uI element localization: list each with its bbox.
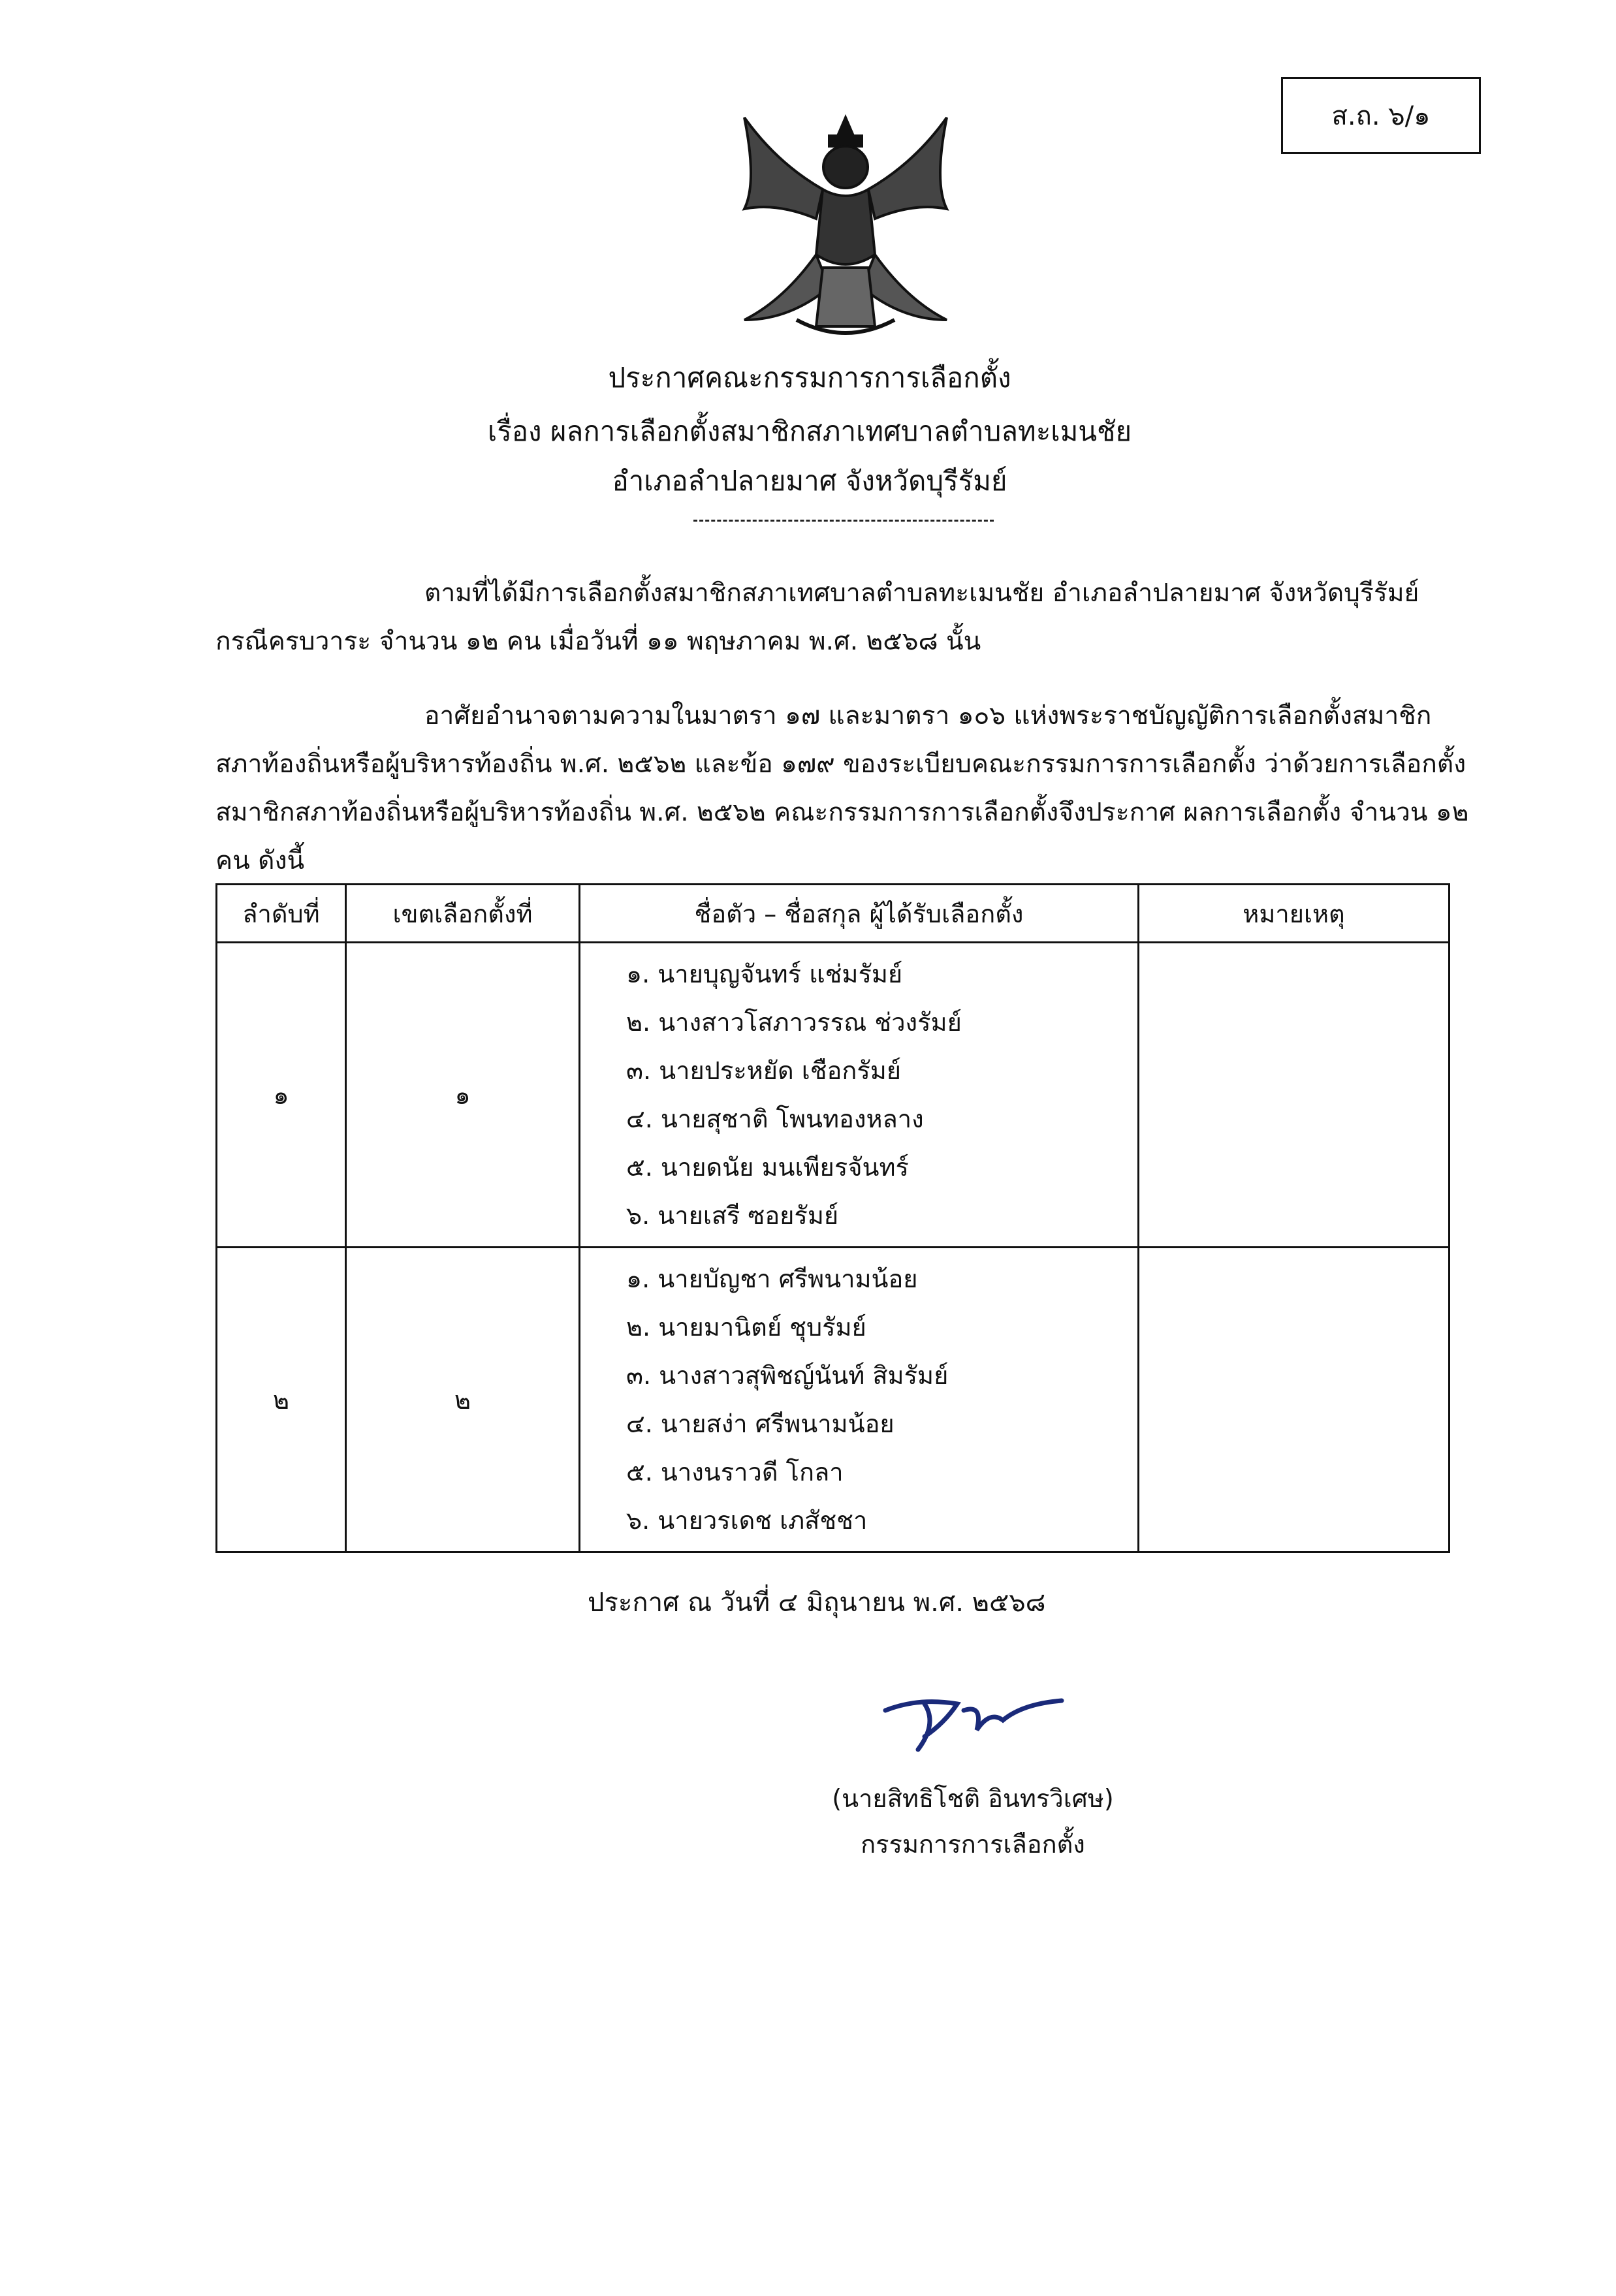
signer-block [777, 1776, 1169, 1867]
form-code: ส.ถ. ๖/๑ [1331, 101, 1431, 131]
header-district: เขตเลือกตั้งที่ [346, 885, 580, 943]
garuda-emblem [718, 104, 973, 346]
announcement-subject: เรื่อง ผลการเลือกตั้งสมาชิกสภาเทศบาลตำบลทะเมนชัย [487, 415, 1132, 447]
row-names [580, 1248, 1139, 1552]
candidate-name: ๔. นายสุชาติ โพนทองหลาง [626, 1105, 924, 1133]
table-row [217, 1248, 1450, 1552]
election-results-table [215, 883, 1450, 1553]
candidate-name: ๓. นายประหยัด เชือกรัมย์ [626, 1056, 902, 1085]
body-paragraph-1: ตามที่ได้มีการเลือกตั้งสมาชิกสภาเทศบาลตำบลทะเมนชัย อำเภอลำปลายมาศ จังหวัดบุรีรัมย์ กรณีครบวาระ จำนวน ๑๒ คน เมื่อวันที่ ๑๑ พฤษภาคม พ.ศ. ๒๕๖๘ นั้น [215, 578, 1419, 656]
form-code-box [1281, 77, 1481, 154]
handwritten-signature [879, 1684, 1068, 1756]
announcement-title: ประกาศคณะกรรมการการเลือกตั้ง [608, 362, 1011, 394]
candidate-name: ๔. นายสง่า ศรีพนามน้อย [626, 1409, 895, 1438]
announcement-date: ประกาศ ณ วันที่ ๔ มิถุนายน พ.ศ. ๒๕๖๘ [588, 1588, 1046, 1618]
header-remark: หมายเหตุ [1139, 885, 1450, 943]
candidate-name: ๕. นางนราวดี โกลา [626, 1458, 844, 1486]
body-paragraph-2: อาศัยอำนาจตามความในมาตรา ๑๗ และมาตรา ๑๐๖ แห่งพระราชบัญญัติการเลือกตั้งสมาชิกสภาท้องถิ่นหรือผู้บริหารท้องถิ่น พ.ศ. ๒๕๖๒ และข้อ ๑๗๙ ของระเบียบคณะกรรมการการเลือกตั้ง ว่าด้วยการเลือกตั้งสมาชิกสภาท้องถิ่นหรือผู้บริหารท้องถิ่น พ.ศ. ๒๕๖๒ คณะกรรมการการเลือกตั้งจึงประกาศ ผลการเลือกตั้ง จำนวน ๑๒ คน ดังนี้ [215, 701, 1469, 875]
table-header-row [217, 885, 1450, 943]
candidate-name: ๒. นายมานิตย์ ชุบรัมย์ [626, 1313, 866, 1342]
candidate-name: ๖. นายเสรี ซอยรัมย์ [626, 1201, 839, 1230]
table-row [217, 943, 1450, 1248]
announcement-location: อำเภอลำปลายมาศ จังหวัดบุรีรัมย์ [612, 465, 1007, 497]
row-district: ๑ [346, 943, 580, 1248]
row-order: ๑ [217, 943, 346, 1248]
signer-name: (นายสิทธิโชติ อินทรวิเศษ) [832, 1784, 1114, 1813]
row-order: ๒ [217, 1248, 346, 1552]
candidate-name: ๑. นายบุญจันทร์ แช่มรัมย์ [626, 960, 903, 988]
row-names [580, 943, 1139, 1248]
header-order: ลำดับที่ [217, 885, 346, 943]
row-remark [1139, 1248, 1450, 1552]
signer-title: กรรมการการเลือกตั้ง [861, 1830, 1085, 1859]
candidate-name: ๓. นางสาวสุพิชญ์นันท์ สิมรัมย์ [626, 1361, 949, 1390]
row-district: ๒ [346, 1248, 580, 1552]
candidate-name: ๖. นายวรเดช เภสัชชา [626, 1506, 868, 1535]
row-remark [1139, 943, 1450, 1248]
candidate-name: ๒. นางสาวโสภาวรรณ ช่วงรัมย์ [626, 1008, 962, 1037]
candidate-name: ๑. นายบัญชา ศรีพนามน้อย [626, 1265, 918, 1293]
header-names: ชื่อตัว – ชื่อสกุล ผู้ได้รับเลือกตั้ง [580, 885, 1139, 943]
header-divider [693, 520, 994, 522]
candidate-name: ๕. นายดนัย มนเพียรจันทร์ [626, 1153, 909, 1182]
